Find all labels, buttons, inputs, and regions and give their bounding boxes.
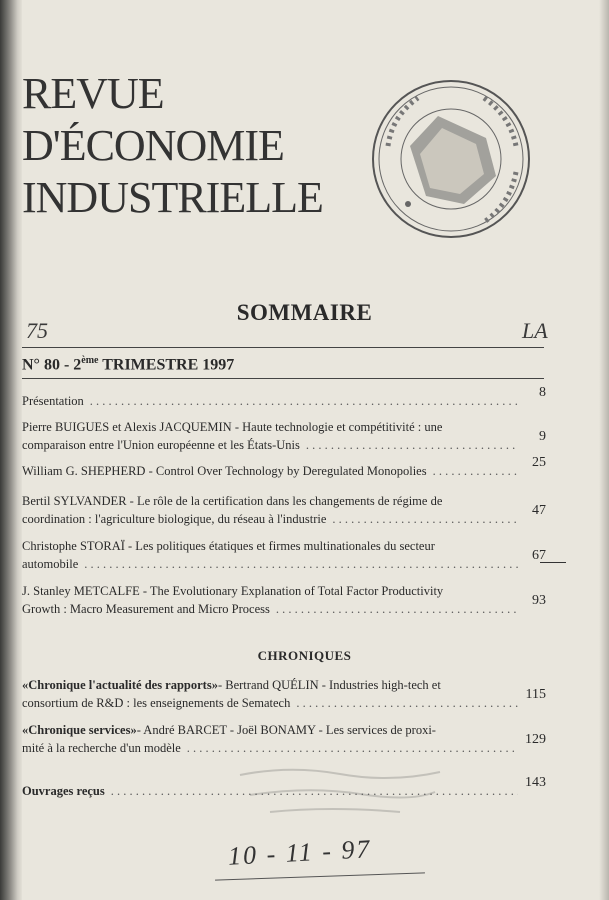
issue-line <box>22 355 234 374</box>
issue-sup: ème <box>81 355 99 366</box>
toc-entry-storai <box>22 537 546 573</box>
journal-title-line-3: INDUSTRIELLE <box>22 173 323 222</box>
toc-entry-text: Bertil SYLVANDER - Le rôle de la certification dans les changements de régime de <box>22 494 443 508</box>
toc-page-number: 93 <box>532 593 546 608</box>
rule-issue <box>22 378 544 379</box>
toc-page-number: 47 <box>532 503 546 518</box>
leader-dots <box>306 436 518 454</box>
toc-entry-text: J. Stanley METCALFE - The Evolutionary Explanation of Total Factor Productivity <box>22 584 444 598</box>
toc-entry-shepherd <box>22 455 546 480</box>
toc-entry-text: William G. SHEPHERD - Control Over Technology by Deregulated Monopolies <box>22 464 427 478</box>
toc-entry-buigues <box>22 418 546 454</box>
toc-entry-text: comparaison entre l'Union européenne et les États-Unis <box>22 438 300 452</box>
book-binding-shadow <box>0 0 22 900</box>
leader-dots <box>187 739 518 757</box>
library-stamp <box>368 76 534 242</box>
toc-entry-metcalfe <box>22 582 546 618</box>
journal-title <box>22 68 323 224</box>
toc-page-number: 115 <box>525 687 546 702</box>
page-edge <box>599 0 609 900</box>
date-underline <box>215 872 425 880</box>
chroniques-heading: CHRONIQUES <box>257 648 352 663</box>
toc-entry-text: automobile <box>22 557 79 571</box>
toc-entry-presentation <box>22 385 546 410</box>
toc-entry-chronique-rapports <box>22 676 546 712</box>
toc-entry-text: Ouvrages reçus <box>22 784 105 798</box>
toc-entry-text: Pierre BUIGUES et Alexis JACQUEMIN - Haute technologie et compétitivité : une <box>22 420 443 434</box>
toc-entry-text: coordination : l'agriculture biologique, du réseau à l'industrie <box>22 512 327 526</box>
leader-dots <box>332 510 518 528</box>
leader-dots <box>90 392 518 410</box>
sommaire-heading: SOMMAIRE <box>236 300 373 325</box>
leader-dots <box>433 462 518 480</box>
toc-entry-text: - Bertrand QUÉLIN - Industries high-tech et <box>217 678 441 692</box>
toc-entry-text: Growth : Macro Measurement and Micro Process <box>22 602 270 616</box>
leader-dots <box>296 694 518 712</box>
journal-title-line-1: REVUE <box>22 69 164 118</box>
toc-entry-text: Christophe STORAÏ - Les politiques étatiques et firmes multinationales du secteur <box>22 539 435 553</box>
handwritten-date: 10 - 11 - 97 <box>227 834 373 871</box>
chronique-title: «Chronique services» <box>22 723 137 737</box>
handwritten-tick <box>540 562 566 563</box>
leader-dots <box>84 555 518 573</box>
leader-dots <box>276 600 518 618</box>
toc-page-number: 9 <box>539 429 546 444</box>
toc-entry-text: mité à la recherche d'un modèle <box>22 741 181 755</box>
journal-title-line-2: D'ÉCONOMIE <box>22 121 284 170</box>
rule-top <box>22 347 544 348</box>
chronique-title: «Chronique l'actualité des rapports» <box>22 678 218 692</box>
toc-entry-text: consortium de R&D : les enseignements de Sematech <box>22 696 291 710</box>
toc-page-number: 143 <box>525 775 546 790</box>
toc-page-number: 67 <box>532 548 546 563</box>
toc-page-number: 129 <box>525 732 546 747</box>
issue-number: N° 80 - 2 <box>22 356 82 374</box>
toc-entry-text: Présentation <box>22 394 84 408</box>
toc-entry-chronique-services <box>22 721 546 757</box>
toc-page-number: 8 <box>539 385 546 400</box>
toc-page-number: 25 <box>532 455 546 470</box>
handwritten-note-left: 75 <box>26 318 48 343</box>
toc-entry-sylvander <box>22 492 546 528</box>
issue-rest: TRIMESTRE 1997 <box>98 356 235 374</box>
toc-entry-text: - André BARCET - Joël BONAMY - Les services de proxi- <box>136 723 436 737</box>
faded-arabic-stamp <box>230 760 450 820</box>
handwritten-note-right: LA <box>522 318 548 343</box>
